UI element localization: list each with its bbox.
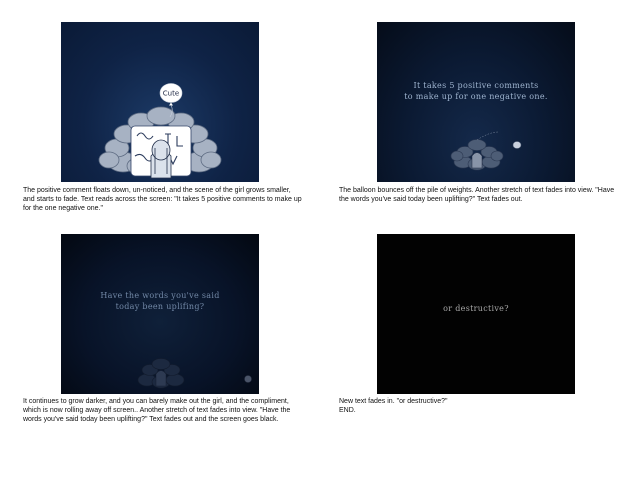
frame-text-line: Have the words you've said (100, 291, 220, 300)
frame-text-line: It takes 5 positive comments (413, 81, 539, 90)
balloon-label: Cute (162, 89, 180, 98)
bouncing-balloon (513, 142, 521, 149)
storyboard-frame-1 (61, 22, 259, 182)
rolling-balloon (245, 376, 252, 383)
caption-line: The positive comment floats down, un-noticed, and the scene of the girl grows smaller, (23, 187, 291, 194)
caption-line: which is now rolling away off screen.. Another stretch of text fades into view. "Have the (23, 407, 291, 415)
caption-panel-4 (339, 397, 629, 415)
storyboard-frame-3 (61, 234, 259, 394)
caption-line: END. (339, 407, 356, 415)
caption-line: words you've said today been uplifting?" Text fades out and the screen goes black. (23, 416, 279, 424)
small-weights-pile-illustration (377, 22, 575, 182)
caption-panel-3 (23, 397, 313, 425)
frame-text-line: to make up for one negative one. (404, 92, 548, 101)
storyboard-frame-4 (377, 234, 575, 394)
caption-line: New text fades in. "or destructive?" (339, 398, 448, 405)
storyboard-frame-2 (377, 22, 575, 182)
girl-under-weights-illustration (61, 22, 259, 182)
caption-line: for the one negative one." (23, 205, 103, 213)
caption-line: the words you've said today been uplifting?" Text fades out. (339, 196, 523, 204)
faded-weights-pile-illustration (61, 234, 259, 394)
caption-line: It continues to grow darker, and you can barely make out the girl, and the compliment, (23, 398, 289, 405)
frame-text-line: today been uplifing? (115, 302, 205, 311)
frame-text-line: or destructive? (443, 304, 509, 313)
caption-panel-2 (339, 186, 629, 204)
caption-panel-1 (23, 186, 313, 214)
caption-line: The balloon bounces off the pile of weights. Another stretch of text fades into view. "Have (339, 187, 615, 194)
frame-text (377, 303, 575, 314)
caption-line: and starts to fade. Text reads across the screen: "It takes 5 positive comments to make up (23, 196, 302, 204)
